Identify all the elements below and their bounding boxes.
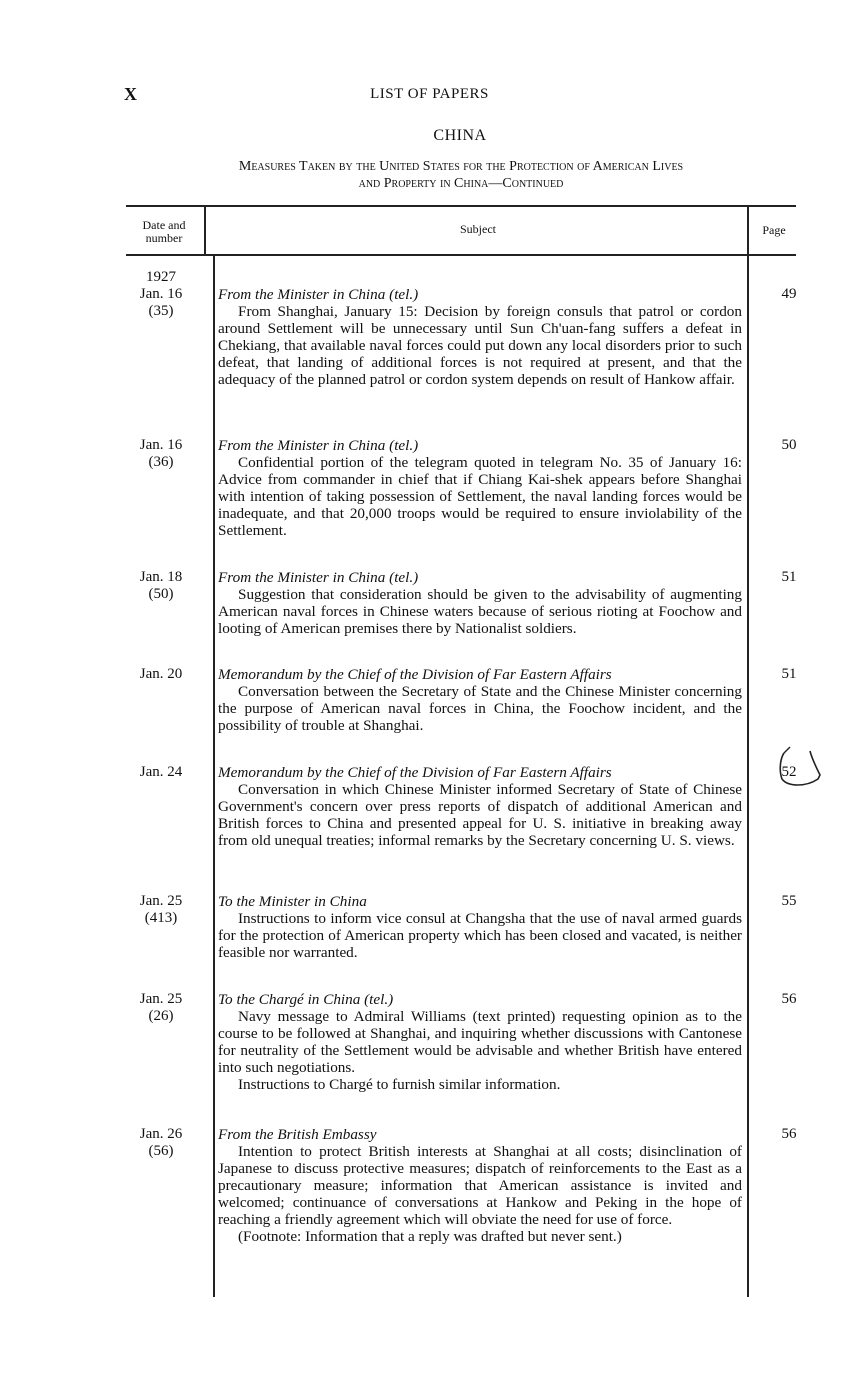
entry-page: 52	[781, 764, 797, 780]
entry-paragraph: Confidential portion of the telegram quoted in telegram No. 35 of January 16: Advice from commander in chief that if Chiang Kai-shek appears before Shanghai with intention of taking possession of Settlement, the naval landing forces would be inadequate, and that 20,000 troops would be required to ensure inviolability of the Settlement.	[218, 454, 742, 539]
entry-number: (36)	[148, 454, 174, 470]
entry-paragraph: Conversation between the Secretary of State and the Chinese Minister concerning the purpose of American naval forces in China, the Foochow incident, and the possibility of trouble at Shanghai.	[218, 683, 742, 734]
entry-subject	[218, 286, 742, 388]
entry-title: Memorandum by the Chief of the Division of Far Eastern Affairs	[218, 764, 612, 781]
entry-date	[118, 991, 204, 1025]
entry-paragraph: Navy message to Admiral Williams (text printed) requesting opinion as to the course to be followed at Shanghai, and inquiring whether discussions with Cantonese for neutrality of the Settlement would be advisable and whether British have entered into such negotiations.	[218, 1008, 742, 1076]
entry-title: From the British Embassy	[218, 1126, 377, 1143]
hand-drawn-circle-mark	[776, 743, 824, 791]
entry-paragraph: Intention to protect British interests at Shanghai at all costs; disinclination of Japanese to discuss protective measures; dispatch of reinforcements to the East as a precautionary measure; information that American assistance is invited and welcomed; continuance of conversations at Hankow and Peking in the hope of reaching a friendly agreement which will obviate the need for use of force.	[218, 1143, 742, 1228]
entry-number: (56)	[148, 1143, 174, 1159]
year-label: 1927	[146, 269, 176, 285]
header-page-column: Page	[762, 223, 786, 237]
entry-subject	[218, 764, 742, 849]
entry-paragraph: Conversation in which Chinese Minister informed Secretary of State of Chinese Government's concern over press reports of dispatch of additional American and British forces to China and presented appeal for U. S. initiative in breaking away from old unequal treaties; informal remarks by the Secretary concerning U. S. views.	[218, 781, 742, 849]
entry-date	[118, 666, 204, 683]
entry-paragraph: Instructions to Chargé to furnish similar information.	[238, 1076, 561, 1093]
entry-title: Memorandum by the Chief of the Division of Far Eastern Affairs	[218, 666, 612, 683]
entry-date	[118, 1126, 204, 1160]
entry-page: 51	[781, 569, 797, 585]
entry-date-text: Jan. 16	[139, 437, 183, 453]
entry-number: (413)	[144, 910, 178, 926]
entry-title: To the Chargé in China (tel.)	[218, 991, 394, 1008]
entry-date	[118, 569, 204, 603]
entry-page: 50	[781, 437, 797, 453]
table-header-rule	[126, 254, 796, 256]
entry-paragraph: From Shanghai, January 15: Decision by foreign consuls that patrol or cordon around Settlement will be unnecessary until Sun Ch'uan-fang suffers a defeat in Chekiang, that available naval forces could put down any local disorders prior to such defeat, that landing of additional forces is not required at present, and that the adequacy of the planned patrol or cordon system depends on result of Hankow affair.	[218, 303, 742, 388]
entry-page: 56	[781, 991, 797, 1007]
header-date-column: Date and number	[142, 218, 186, 245]
entry-title: To the Minister in China	[218, 893, 367, 910]
entry-date	[118, 286, 204, 320]
entry-subject	[218, 991, 742, 1093]
entry-date-text: Jan. 25	[139, 893, 183, 909]
column-divider-left-body	[213, 255, 215, 1297]
entry-paragraph: Instructions to inform vice consul at Changsha that the use of naval armed guards for the protection of American property which has been closed and vacated, is neither feasible nor warranted.	[218, 910, 742, 961]
entry-page: 55	[781, 893, 797, 909]
entry-paragraph: (Footnote: Information that a reply was drafted but never sent.)	[238, 1228, 622, 1245]
header-subject-column: Subject	[460, 222, 496, 236]
entry-date-text: Jan. 16	[139, 286, 183, 302]
entry-subject	[218, 893, 742, 961]
entry-number: (35)	[148, 303, 174, 319]
entry-date	[118, 764, 204, 781]
section-heading-line-2: and Property in China—Continued	[358, 176, 564, 191]
entry-number: (26)	[148, 1008, 174, 1024]
page-roman-numeral: X	[124, 84, 137, 104]
section-heading-line-1: Measures Taken by the United States for the Protection of American Lives	[238, 159, 684, 174]
entry-subject	[218, 666, 742, 734]
entry-subject	[218, 569, 742, 637]
entry-title: From the Minister in China (tel.)	[218, 569, 419, 586]
entry-date-text: Jan. 20	[139, 666, 183, 682]
entry-title: From the Minister in China (tel.)	[218, 437, 419, 454]
entry-title: From the Minister in China (tel.)	[218, 286, 419, 303]
table-top-rule	[126, 205, 796, 207]
entry-paragraph: Suggestion that consideration should be given to the advisability of augmenting American naval forces in Chinese waters because of serious rioting at Foochow and looting of American premises there by Nationalist soldiers.	[218, 586, 742, 637]
column-divider-left	[204, 205, 206, 255]
entry-date	[118, 437, 204, 471]
entry-subject	[218, 437, 742, 539]
entry-page: 51	[781, 666, 797, 682]
column-divider-right	[747, 205, 749, 1297]
entry-number: (50)	[148, 586, 174, 602]
entry-subject	[218, 1126, 742, 1245]
entry-date-text: Jan. 25	[139, 991, 183, 1007]
entry-page: 49	[781, 286, 797, 302]
entry-page: 56	[781, 1126, 797, 1142]
section-heading	[126, 158, 796, 192]
country-heading: CHINA	[433, 127, 487, 144]
running-head: LIST OF PAPERS	[370, 86, 489, 102]
entry-date-text: Jan. 26	[139, 1126, 183, 1142]
entry-date-text: Jan. 18	[139, 569, 183, 585]
entry-date	[118, 893, 204, 927]
entry-date-text: Jan. 24	[139, 764, 183, 780]
